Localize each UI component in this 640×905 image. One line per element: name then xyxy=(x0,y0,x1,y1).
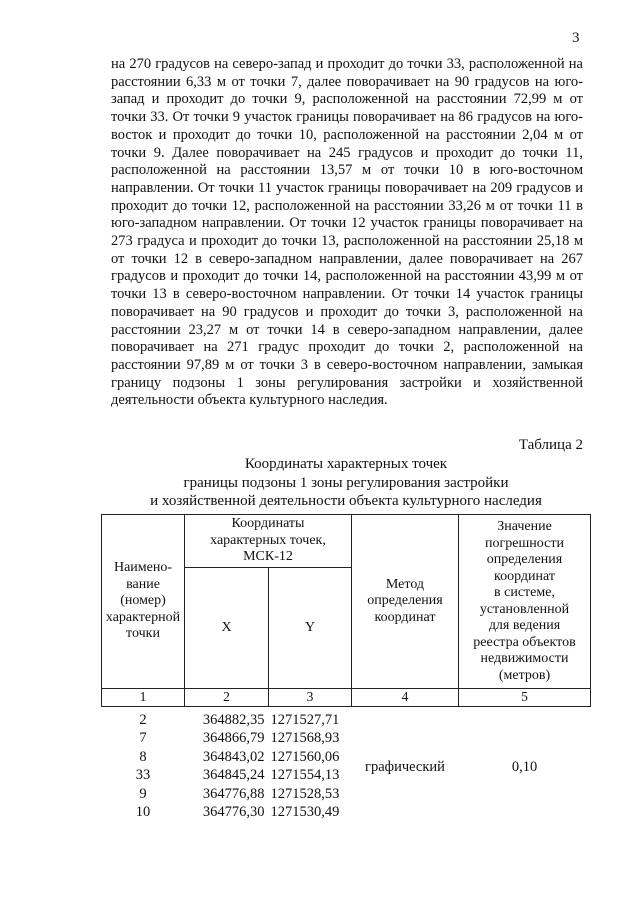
x-value: 364845,24 xyxy=(202,767,265,783)
y-value: 1271528,53 xyxy=(270,785,340,802)
table-title-line-1: Координаты характерных точек xyxy=(244,456,448,472)
x-value: 364843,02 xyxy=(202,748,265,765)
point-number: 9 xyxy=(139,785,147,802)
column-number: 1 xyxy=(102,689,185,707)
point-numbers-cell xyxy=(102,706,185,822)
column-number: 4 xyxy=(352,689,459,707)
y-value: 1271530,49 xyxy=(270,804,340,820)
y-value: 1271568,93 xyxy=(270,730,340,746)
table-title-line-2: границы подзоны 1 зоны регулирования застройки xyxy=(183,474,509,491)
column-number: 3 xyxy=(269,689,352,707)
x-values-cell xyxy=(185,706,269,822)
column-number: 2 xyxy=(185,689,269,707)
y-values-cell xyxy=(269,706,352,822)
table-label: Таблица 2 xyxy=(518,437,583,453)
method-cell: графический xyxy=(365,758,445,775)
point-number: 7 xyxy=(139,730,147,746)
y-value: 1271554,13 xyxy=(270,767,340,783)
table-title-line-3: и хозяйственной деятельности объекта культурного наследия xyxy=(150,493,542,509)
y-value: 1271560,06 xyxy=(270,748,340,765)
body-paragraph: на 270 градусов на северо-запад и проходит до точки 33, расположенной на расстоянии 6,33 м от точки 7, далее поворачивает на 90 градусов на юго-запад и проходит до точки 9, расположенной на расстоянии 72,99 м от точки 33. От точки 9 участок границы поворачивает на 86 градусов на юго-восток и проходит до точки 10, расположенной на расстоянии 2,04 м от точки 9. Далее поворачивает на 245 градусов и проходит до точки 11, расположенной на расстоянии 13,57 м от точки 10 в юго-восточном направлении. От точки 11 участок границы поворачивает на 209 градусов и проходит до точки 12, расположенной на расстоянии 33,26 м от точки 11 в юго-западном направлении. От точки 12 участок границы поворачивает на 273 градуса и проходит до точки 13, расположенной на расстоянии 25,18 м от точки 12 в северо-западном направлении, далее поворачивает на 267 градусов и проходит до точки 14, расположенной на расстоянии 43,99 м от точки 13 в северо-восточном направлении. От точки 14 участок границы поворачивает на 90 градусов и проходит до точки 3, расположенной на расстоянии 23,27 м от точки 14 в северо-западном направлении, далее поворачивает на 271 градус проходит до точки 2, расположенной на расстоянии 97,89 м от точки 3 в северо-восточном направлении, замыкая границу подзоны 1 зоны регулирования застройки и хозяйственной деятельности объекта культурного наследия. xyxy=(111,56,583,409)
header-x: X xyxy=(185,568,269,689)
point-number: 10 xyxy=(135,804,151,820)
x-value: 364882,35 xyxy=(202,711,265,728)
y-value: 1271527,71 xyxy=(270,711,340,728)
column-number: 5 xyxy=(459,689,591,707)
x-value: 364866,79 xyxy=(202,730,265,746)
header-y: Y xyxy=(269,568,352,689)
coordinates-table xyxy=(101,514,591,822)
x-value: 364776,88 xyxy=(202,785,265,802)
error-cell: 0,10 xyxy=(511,758,538,775)
x-value: 364776,30 xyxy=(202,804,265,820)
point-number: 2 xyxy=(139,711,147,728)
point-number: 8 xyxy=(139,748,147,765)
header-method: Метод определения координат xyxy=(352,515,459,689)
point-number: 33 xyxy=(135,767,151,783)
header-error: Значение погрешности определения координат в системе, установленной для ведения реестра объектов недвижимости (метров) xyxy=(459,515,591,689)
header-point-name: Наимено- вание (номер) характерной точки xyxy=(102,515,185,689)
table-title xyxy=(110,455,582,511)
column-number-row xyxy=(102,689,591,707)
table-data-row xyxy=(102,706,591,822)
page-number: 3 xyxy=(572,30,580,46)
header-coordinates: Координаты характерных точек, МСК-12 xyxy=(185,515,352,568)
